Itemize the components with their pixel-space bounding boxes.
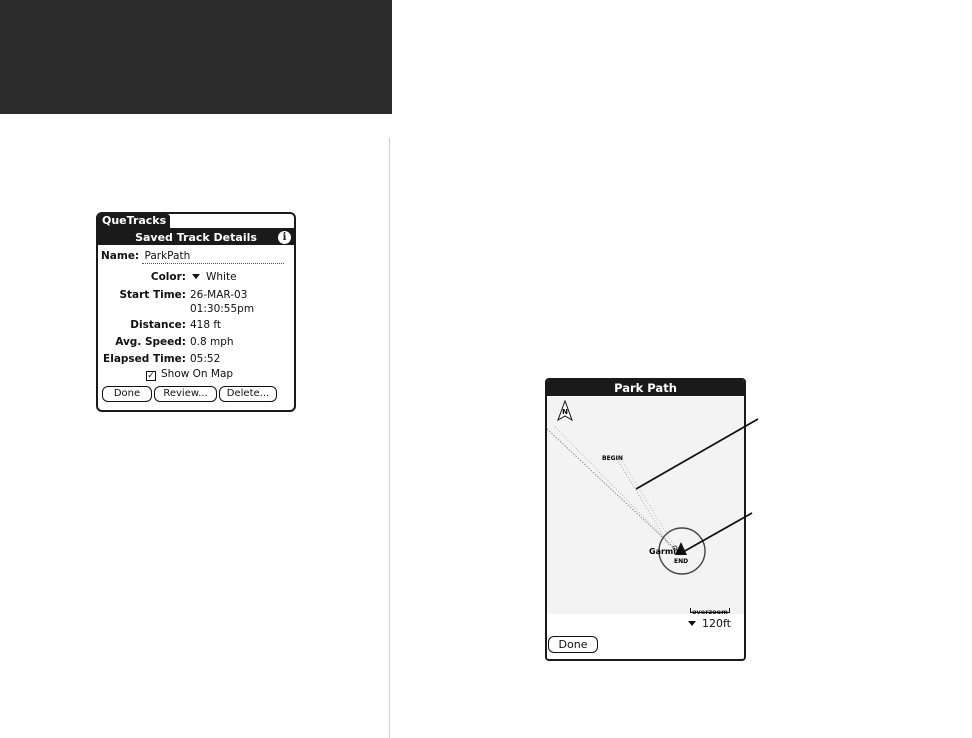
track-line bbox=[547, 429, 675, 549]
name-row bbox=[101, 249, 284, 264]
garmin-label: Garmin bbox=[649, 547, 682, 556]
scale-area bbox=[547, 608, 744, 659]
delete-button[interactable]: Delete... bbox=[219, 386, 277, 402]
review-button[interactable]: Review... bbox=[154, 386, 217, 402]
color-value: White bbox=[206, 271, 237, 283]
name-label: Name: bbox=[101, 250, 140, 262]
map-view[interactable] bbox=[547, 397, 744, 614]
app-tab[interactable]: QueTracks bbox=[98, 214, 170, 228]
scale-value: 120ft bbox=[702, 617, 731, 630]
header-block bbox=[0, 0, 392, 114]
tab-row bbox=[98, 214, 294, 230]
info-icon[interactable]: i bbox=[278, 231, 291, 244]
distance-label: Distance: bbox=[130, 319, 186, 331]
map-done-button[interactable]: Done bbox=[548, 636, 598, 653]
map-title: Park Path bbox=[547, 380, 744, 396]
elapsed-label: Elapsed Time: bbox=[103, 353, 186, 365]
start-time-value: 01:30:55pm bbox=[190, 303, 255, 315]
track-line bbox=[617, 459, 669, 545]
dialog-title-text: Saved Track Details bbox=[135, 231, 257, 244]
map-canvas bbox=[547, 397, 744, 614]
start-clock-row bbox=[190, 302, 254, 316]
north-arrow-icon bbox=[558, 401, 572, 420]
scale-selector[interactable] bbox=[688, 617, 731, 631]
color-label: Color: bbox=[150, 271, 186, 283]
start-time-label: Start Time: bbox=[119, 289, 186, 301]
page-divider bbox=[389, 138, 390, 738]
done-button[interactable]: Done bbox=[102, 386, 152, 402]
dialog-title bbox=[98, 230, 294, 245]
show-on-map-label: Show On Map bbox=[161, 368, 234, 380]
speed-value: 0.8 mph bbox=[190, 336, 234, 348]
begin-label: BEGIN bbox=[602, 455, 623, 462]
park-path-window bbox=[545, 378, 746, 661]
dropdown-arrow-icon bbox=[192, 274, 200, 279]
distance-value: 418 ft bbox=[190, 319, 222, 331]
overzoom-label: overzoom bbox=[692, 608, 728, 616]
quetracks-window bbox=[96, 212, 296, 412]
end-label: END bbox=[674, 558, 689, 565]
dropdown-arrow-icon bbox=[688, 621, 696, 626]
north-label: N bbox=[562, 408, 568, 416]
name-field[interactable]: ParkPath bbox=[142, 249, 284, 264]
elapsed-value: 05:52 bbox=[190, 353, 221, 365]
show-on-map-checkbox[interactable]: ✓ bbox=[147, 371, 155, 381]
start-date-value: 26-MAR-03 bbox=[190, 289, 248, 301]
track-line bbox=[555, 427, 678, 552]
show-on-map-row[interactable] bbox=[146, 367, 233, 381]
color-selector[interactable] bbox=[192, 270, 237, 284]
speed-label: Avg. Speed: bbox=[115, 336, 186, 348]
